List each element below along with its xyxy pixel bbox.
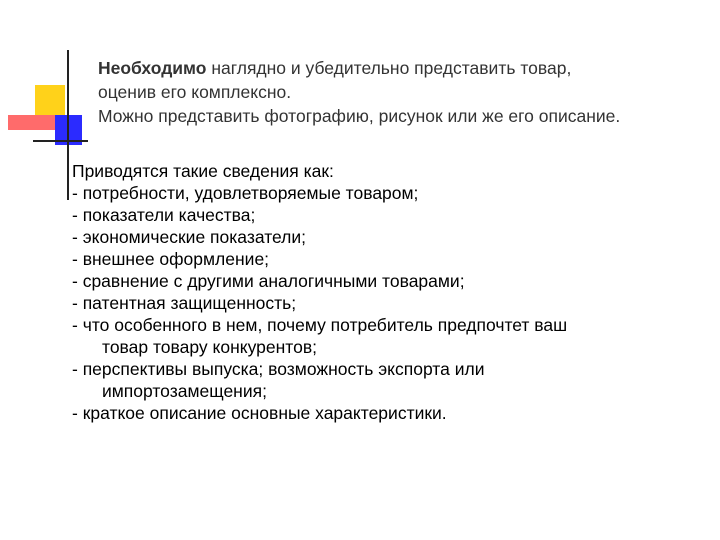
title-line-1 xyxy=(98,56,708,80)
list-dash: - xyxy=(72,403,83,423)
list-dash: - xyxy=(72,227,83,247)
title-line-3: Можно представить фотографию, рисунок или же его описание. xyxy=(98,106,621,126)
list-item-text: потребности, удовлетворяемые товаром; xyxy=(82,183,419,203)
list-item-text: краткое описание основные характеристики. xyxy=(82,403,447,423)
title-line-1-rest: наглядно и убедительно представить товар, xyxy=(206,58,572,78)
list-item xyxy=(72,248,702,270)
list-item xyxy=(72,292,702,314)
list-item-text: показатели качества; xyxy=(82,205,256,225)
title-bold-word: Необходимо xyxy=(98,58,207,78)
slide-body xyxy=(72,160,702,424)
list-dash: - xyxy=(72,293,83,313)
list-item-text: что особенного в нем, почему потребитель предпочтет ваш xyxy=(82,315,568,335)
list-item xyxy=(72,358,702,380)
list-item xyxy=(72,204,702,226)
list-dash: - xyxy=(72,205,83,225)
list-item-text: импортозамещения; xyxy=(102,381,267,401)
list-item-continuation xyxy=(72,336,702,358)
list-item xyxy=(72,182,702,204)
list-dash: - xyxy=(72,271,83,291)
list-item xyxy=(72,226,702,248)
list-item-continuation xyxy=(72,380,702,402)
list-dash: - xyxy=(72,183,83,203)
list-dash: - xyxy=(72,359,83,379)
slide-title xyxy=(98,56,708,128)
body-intro: Приводятся такие сведения как: xyxy=(72,161,334,181)
list-item-text: сравнение с другими аналогичными товарами; xyxy=(82,271,465,291)
list-item-text: экономические показатели; xyxy=(82,227,307,247)
title-line-2: оценив его комплексно. xyxy=(98,82,292,102)
list-dash: - xyxy=(72,315,83,335)
list-item-text: внешнее оформление; xyxy=(82,249,270,269)
list-item xyxy=(72,270,702,292)
decor-horizontal-line xyxy=(33,140,88,142)
list-dash: - xyxy=(72,249,83,269)
list-item xyxy=(72,314,702,336)
decor-vertical-line xyxy=(67,50,69,200)
list-item xyxy=(72,402,702,424)
decor-red-bar xyxy=(8,115,56,130)
list-item-text: товар товару конкурентов; xyxy=(102,337,318,357)
list-item-text: перспективы выпуска; возможность экспорта или xyxy=(82,359,485,379)
list-item-text: патентная защищенность; xyxy=(82,293,297,313)
